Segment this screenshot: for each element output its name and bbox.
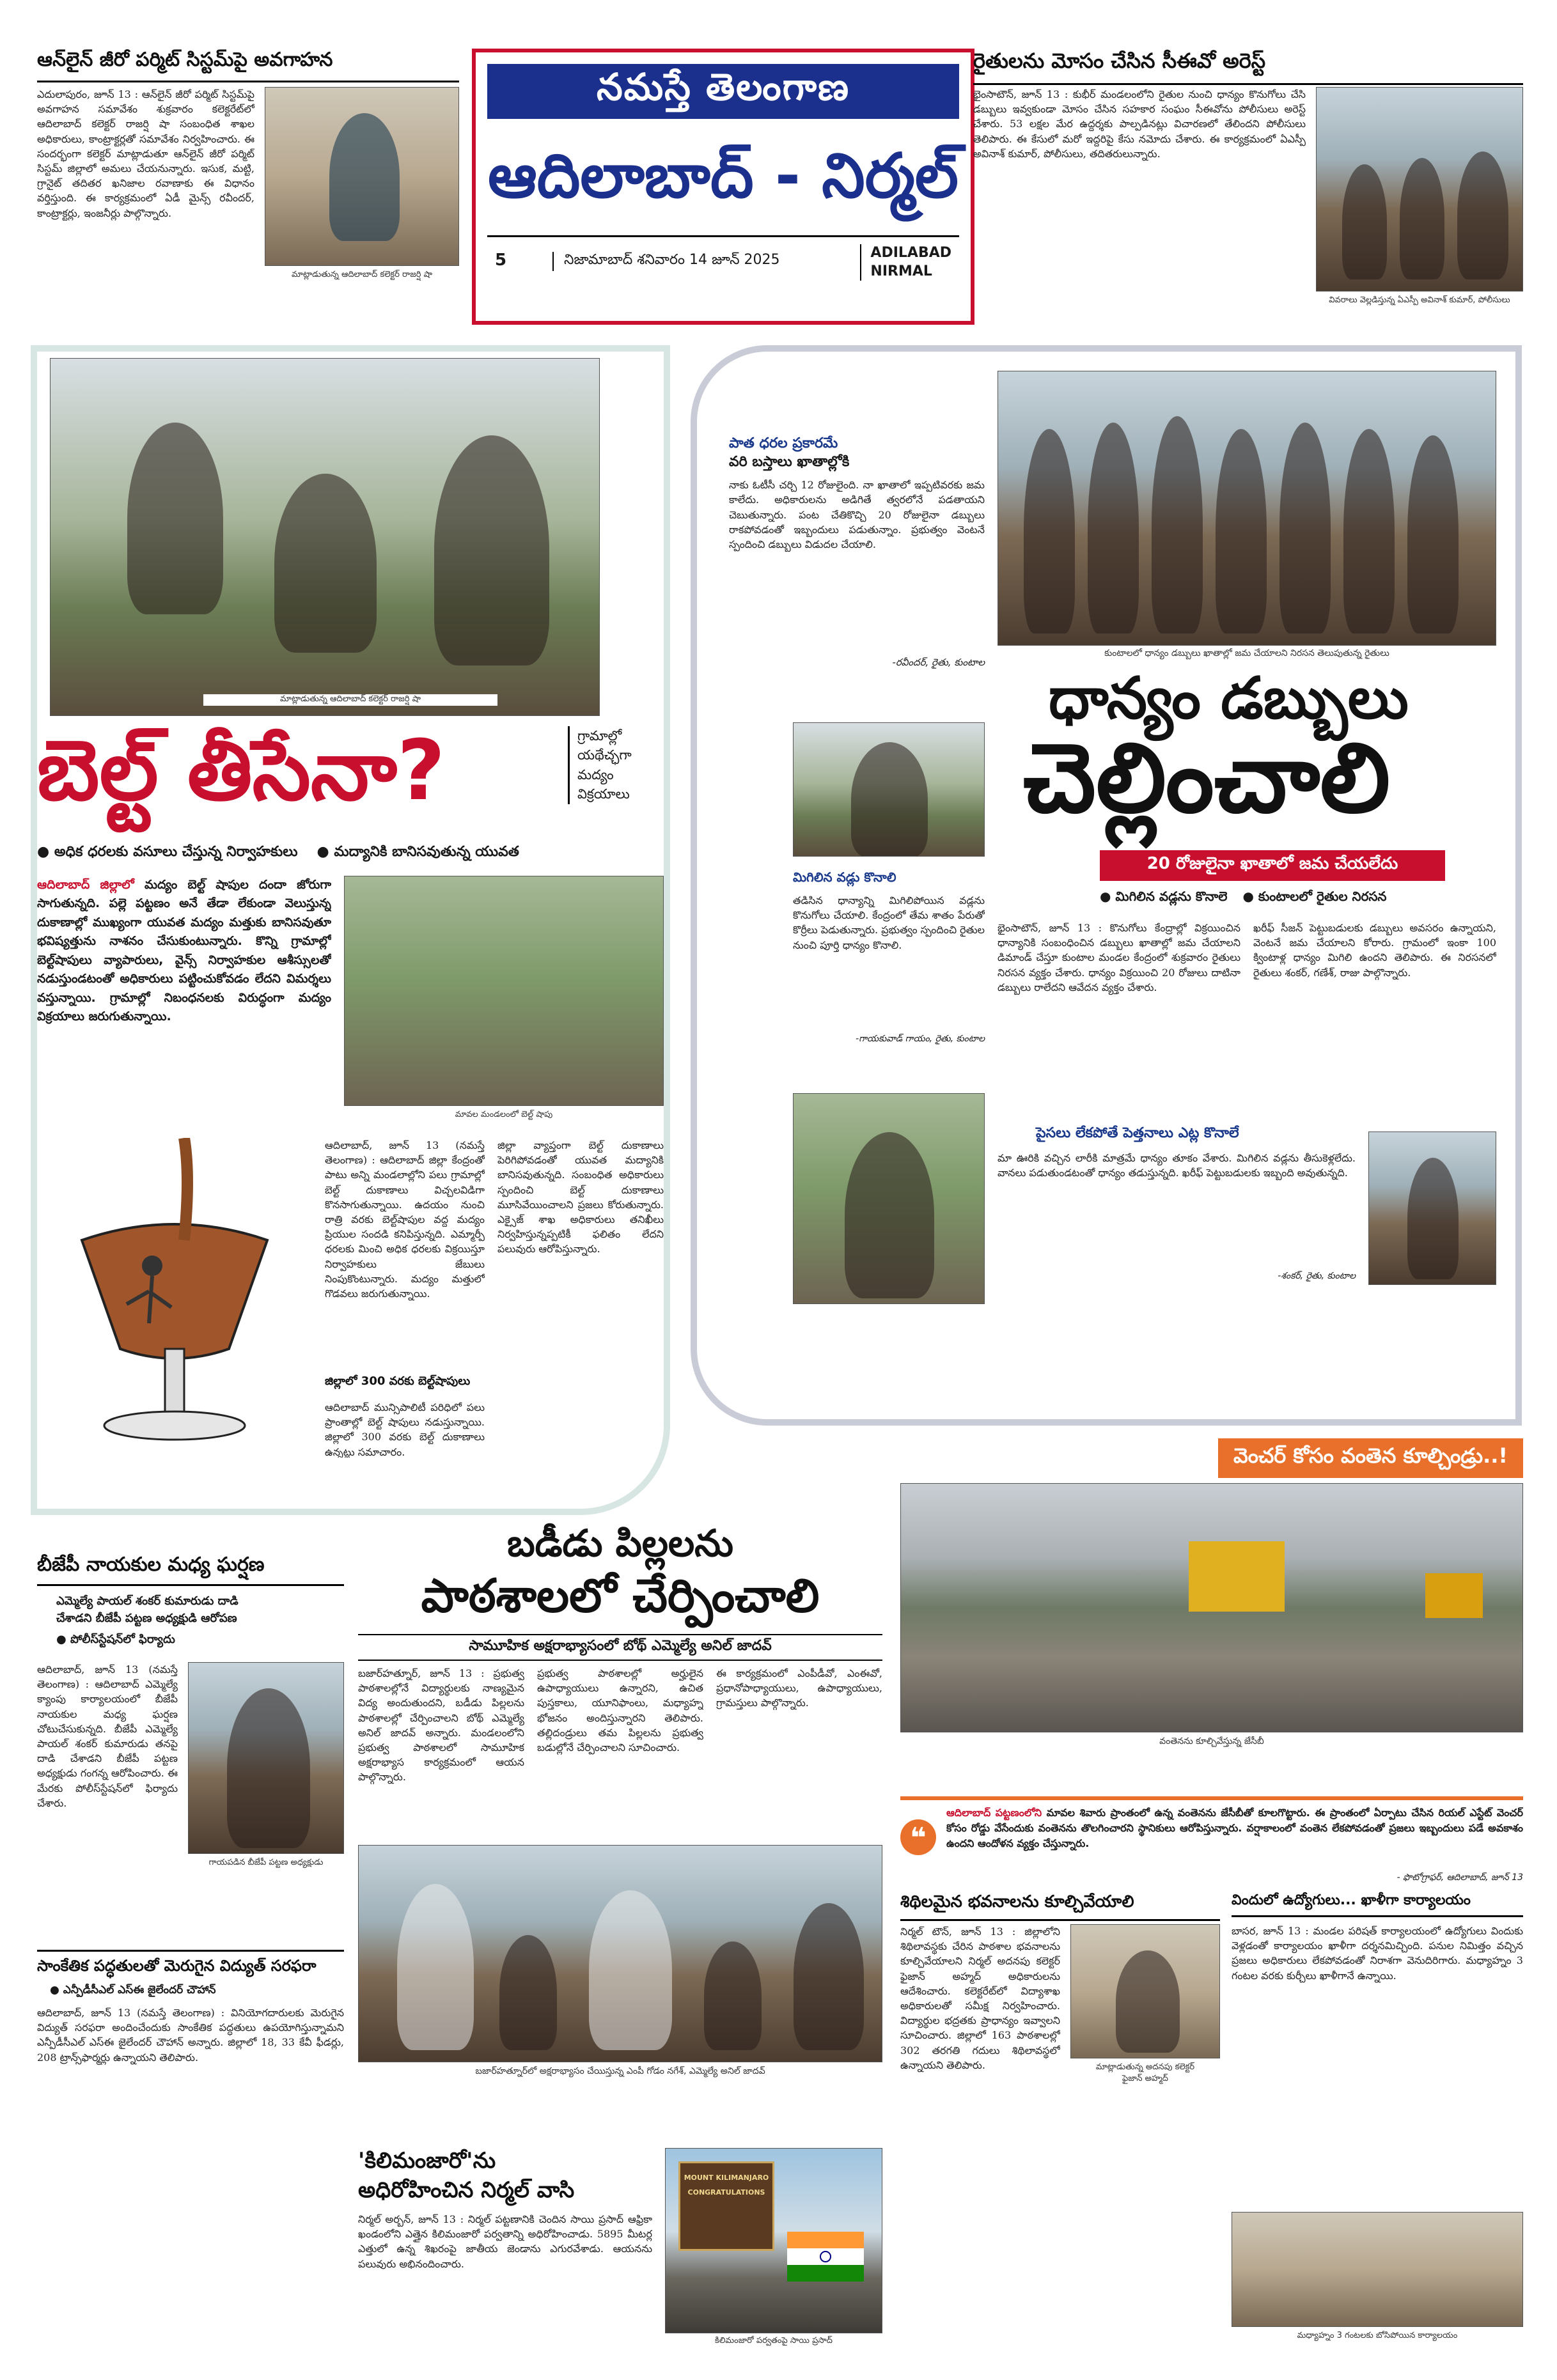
story-body: బాసర, జూన్ 13 : మండల పరిషత్ కార్యాలయంలో ఉద్యోగులు విందుకు వెళ్లడంతో కార్యాలయం ఖాళీగా దర్శనమిచ్చింది. పనుల నిమిత్తం వచ్చిన ప్రజలు అధికారులు లేకపోవడంతో నిరాశగా వెనుదిరిగారు. మధ్యాహ్నం 3 గంటల వరకు కుర్చీలు ఖాళీగానే ఉన్నాయి.: [1232, 1925, 1523, 1982]
bridge-lead-text: [946, 1805, 1523, 1876]
photo-caption: మాట్లాడుతున్న ఆదిలాబాద్ కలెక్టర్ రాజర్షి షా: [203, 694, 497, 706]
bjp-subhead-3: ● పోలీస్‌స్టేషన్‌లో ఫిర్యాదు: [56, 1633, 175, 1646]
story-body: భైంసాటౌన్, జూన్ 13 : కుభీర్ మండలంలోని రైతుల నుంచి ధాన్యం కొనుగోలు చేసి డబ్బులు ఇవ్వకుండా మోసం చేసిన సహకార సంఘం సీఈవోను పోలీసులు అరెస్ట్ చేశారు. 53 లక్షల మేర ఉద్దర్శకు పాల్పడినట్లు విచారణలో తేలిందని పోలీసులు తెలిపారు. ఈ కేసులో మరో ఇద్దరిపై కేసు నమోదు చేశారు. ఈ కార్యక్రమంలో ఏఎస్పీ అవినాశ్ కుమార్, పోలీసులు, తదితరులున్నారు.: [973, 88, 1306, 160]
bullet-2: ● మద్యానికి బానిసవుతున్న యువత: [317, 844, 519, 860]
school-subhead-text: సామూహిక అక్షరాభ్యాసంలో బోథ్ ఎమ్మెల్యే అనిల్ జాదవ్: [469, 1638, 772, 1654]
belt-shop-photo-2: [344, 876, 664, 1106]
edition-en-line-2: NIRMAL: [870, 263, 932, 279]
story-body: ఎదులాపురం, జూన్ 13 : ఆన్‌లైన్ జీరో పర్మిట్ సిస్టమ్‌పై అవగాహన సమావేశం శుక్రవారం కలెక్టరేట్‌లో ఆదిలాబాద్ కలెక్టర్ రాజర్షి షా సంబంధిత శాఖల అధికారులు, కాంట్రాక్టర్లతో సమావేశం నిర్వహించారు. ఈ సందర్భంగా కలెక్టర్ మాట్లాడుతూ ఆన్‌లైన్ జీరో పర్మిట్ సిస్టమ్ జిల్లాలో అమలు చేయనున్నారు. ఇసుక, మట్టి, గ్రానైట్ తదితర ఖనిజాల రవాణాకు ఈ విధానం వర్తిస్తుంది. ఈ కార్యక్రమంలో ఏడీ మైన్స్ రవీందర్, కాంట్రాక్టర్లు, ఇంజనీర్లు పాల్గొన్నారు.: [37, 88, 254, 219]
grain-col-1: భైంసాటౌన్, జూన్ 13 : కొనుగోలు కేంద్రాల్లో విక్రయించిన ధాన్యానికి సంబంధించిన డబ్బులు ఖాతాల్లో జమ చేయాలని డిమాండ్ చేస్తూ కుంటాల మండల కేంద్రంలో శుక్రవారం రైతులు నిరసన వ్యక్తం చేశారు. ధాన్యం విక్రయించి 20 రోజులు దాటినా డబ్బులు రాలేదని ఆవేదన వ్యక్తం చేశారు.: [998, 922, 1240, 993]
grain-bullets: [1100, 889, 1496, 907]
farmer-portrait-3: [1368, 1132, 1496, 1285]
story-school: [358, 1521, 882, 2135]
photo-caption: మాట్లాడుతున్న ఆదిలాబాద్ కలెక్టర్ రాజర్షి షా: [292, 270, 432, 279]
story-headline: వెంచర్ కోసం వంతెన కూల్చిండ్రు..!: [1233, 1443, 1508, 1468]
lead-text: మద్యం బెల్ట్ షాపుల దందా జోరుగా సాగుతున్నది. పల్లె పట్టణం అనే తేడా లేకుండా వెలుస్తున్న దుకాణాల్లో ముఖ్యంగా యువత మద్యం మత్తుకు బానిసవుతూ భవిష్యత్తును నాశనం చేసుకుంటున్నారు. కొన్ని గ్రామాల్లో బెల్ట్‌షాపులు వ్యాపారులు, వైన్స్ నిర్వాహకుల ఆశీస్సులతో నడుస్తుండటంతో అధికారులు పట్టించుకోవడం లేదని విమర్శలు వస్తున్నాయి. గ్రామాల్లో నిబంధనలకు విరుద్ధంగా మద్యం విక్రయాలు జరుగుతున్నాయి.: [37, 878, 331, 1024]
bullet-1: ● అధిక ధరలకు వసూలు చేస్తున్న నిర్వాహకులు: [37, 844, 298, 860]
story-power-supply: [37, 1950, 344, 2346]
photo-caption: కుంటాలలో ధాన్యం డబ్బులు ఖాతాల్లో జమ చేయాలని నిరసన తెలుపుతున్న రైతులు: [1104, 648, 1389, 658]
edition-english: [860, 244, 951, 281]
summit-sign-line-1: MOUNT KILIMANJARO: [684, 2174, 769, 2182]
story-ceo-arrest: [973, 49, 1523, 330]
box-1-body: నాకు ఓటీసీ చర్చి 12 రోజులైంది. నా ఖాతాలో ఇప్పటివరకు జమ కాలేదు. అధికారులను అడిగితే త్వరలోనే పడతాయని చెబుతున్నారు. పంట చేతికొచ్చి 20 రోజులైనా డబ్బులు రాకపోవడంతో ఇబ్బందులు పడుతున్నాం. ప్రభుత్వం వెంటనే స్పందించి డబ్బులు విడుదల చేయాలి.: [729, 479, 985, 550]
story-bridge: [900, 1438, 1523, 1796]
belt-subhead: జిల్లాలో 300 వరకు బెల్ట్‌షాపులు: [325, 1374, 471, 1388]
story-online-permit: [37, 49, 459, 330]
power-subhead: ● ఎన్పీడీసీఎల్ ఎస్ఈ జైలేందర్ చౌహాన్: [50, 1984, 216, 1996]
power-subhead-text: ఎన్పీడీసీఎల్ ఎస్ఈ జైలేందర్ చౌహాన్: [63, 1984, 216, 1996]
story-headline: బెల్ట్ తీసేనా?: [37, 722, 446, 819]
farmers-group-photo: [998, 371, 1496, 646]
belt-shop-photo-1: [50, 358, 600, 716]
police-photo: [1316, 87, 1523, 292]
story-headline: శిథిలమైన భవనాలను కూల్చివేయాలి: [900, 1892, 1220, 1921]
photo-caption: కిలిమంజారో పర్వతంపై సాయి ప్రసాద్: [715, 2336, 833, 2345]
bridge-signature: - ఫొటోగ్రాఫర్, ఆదిలాబాద్, జూన్ 13: [1397, 1872, 1523, 1883]
story-bjp-clash: [37, 1553, 344, 1937]
bjp-subheads: [37, 1592, 344, 1648]
glass-illustration-svg: [37, 1138, 312, 1458]
photo-caption: వంతెనను కూల్చివేస్తున్న జేసీబీ: [1159, 1736, 1264, 1746]
photo-caption-line-2: ఫైజాన్ అహ్మద్: [1122, 2074, 1168, 2083]
school-col-3: ఈ కార్యక్రమంలో ఎంపీడీవో, ఎంఈవో, ప్రధానోపాధ్యాయులు, ఉపాధ్యాయులు, గ్రామస్తులు పాల్గొన్నారు.: [716, 1667, 882, 1709]
additional-collector-photo: [1070, 1924, 1220, 2058]
box-1: [729, 435, 985, 703]
photo-caption: [1070, 2062, 1220, 2085]
kili-headline-2: అధిరోహించిన నిర్మల్ వాసి: [358, 2177, 575, 2203]
story-body: ఆదిలాబాద్, జూన్ 13 (నమస్తే తెలంగాణ) : వినియోగదారులకు మెరుగైన విద్యుత్ సరఫరా అందించేందుకు సాంకేతిక పద్ధతులు ఉపయోగిస్తున్నామని ఎన్పీడీసీఎల్ ఎస్ఈ జైలేందర్ చౌహాన్ అన్నారు. జిల్లాలో 18, 33 కేవీ ఫీడర్లు, 208 ట్రాన్స్‌ఫార్మర్లు ఉన్నాయని తెలిపారు.: [37, 2007, 344, 2064]
bullet-row: [37, 844, 664, 863]
story-headline: రైతులను మోసం చేసిన సీఈవో అరెస్ట్: [973, 49, 1523, 85]
school-headline-2: పాఠశాలలో చేర్పించాలి: [421, 1569, 820, 1622]
story-demolish-buildings: [900, 1892, 1220, 2353]
collector-photo: [265, 87, 459, 266]
lead-label: ఆదిలాబాద్ జిల్లాలో: [37, 878, 134, 892]
masthead: [472, 49, 974, 325]
photo-caption-2: మావల మండలంలో బెల్ట్ షాపు: [455, 1110, 553, 1119]
belt-col-1b: ఆదిలాబాద్ మున్సిపాలిటీ పరిధిలో పలు ప్రాంతాల్లో బెల్ట్ షాపులు నడుస్తున్నాయి. జిల్లాలో 300 వరకు బెల్ట్ దుకాణాలు ఉన్నట్లు సమాచారం.: [325, 1401, 485, 1458]
grain-col-2: ఖరీఫ్ సీజన్ పెట్టుబడులకు డబ్బులు అవసరం ఉన్నాయని, వెంటనే జమ చేయాలని కోరారు. గ్రామంలో ఇంకా 100 క్వింటాళ్ల ధాన్యం మిగిలి ఉందని తెలిపారు. ఈ నిరసనలో రైతులు శంకర్, గణేశ్, రాజు పాల్గొన్నారు.: [1253, 922, 1496, 979]
story-body: ఆదిలాబాద్, జూన్ 13 (నమస్తే తెలంగాణ) : ఆదిలాబాద్ ఎమ్మెల్యే క్యాంపు కార్యాలయంలో బీజేపీ నాయకుల మధ్య ఘర్షణ చోటుచేసుకున్నది. బీజేపీ ఎమ్మెల్యే పాయల్ శంకర్ కుమారుడు తనపై దాడి చేశాడని బీజేపీ పట్టణ అధ్యక్షుడు గంగన్న ఆరోపించారు. ఈ మేరకు పోలీస్‌స్టేషన్‌లో ఫిర్యాదు చేశారు.: [37, 1663, 178, 1809]
box-3-body: మా ఊరికి వచ్చిన లారీకి మాత్రమే ధాన్యం తూకం వేశారు. మిగిలిన వడ్లను తీసుకెళ్లలేదు. వానలు పడుతుండటంతో ధాన్యం తడుస్తున్నది. ఖరీఫ్ పెట్టుబడులకు ఇబ్బంది అవుతున్నది.: [998, 1152, 1356, 1179]
box-2-title: మిగిలిన వడ్లు కొనాలి: [793, 869, 896, 885]
bjp-subhead-1: ఎమ్మెల్యే పాయల్ శంకర్ కుమారుడు దాడి: [56, 1594, 239, 1608]
story-grain-payment: [691, 345, 1522, 1438]
bridge-lead-body: మావల శివారు ప్రాంతంలో ఉన్న వంతెనను జేసీబీతో కూలగొట్టారు. ఈ ప్రాంతంలో ఏర్పాటు చేసిన రియల్ ఎస్టేట్ వెంచర్ కోసం రోడ్డు వేసేందుకు వంతెనను తొలగించారని స్థానికులు ఆరోపిస్తున్నారు. వర్షాకాలంలో వంతెన లేకపోవడంతో ప్రజలు ఇబ్బందులు పడే అవకాశం ఉందని ఆందోళన వ్యక్తం చేస్తున్నారు.: [946, 1807, 1523, 1849]
photo-caption: మధ్యాహ్నం 3 గంటలకు బోసిపోయిన కార్యాలయం: [1297, 2331, 1458, 2340]
bridge-photo: [900, 1483, 1523, 1732]
belt-col-1: ఆదిలాబాద్, జూన్ 13 (నమస్తే తెలంగాణ) : ఆదిలాబాద్ జిల్లా కేంద్రంతో పాటు అన్ని మండలాల్లోని పలు గ్రామాల్లో బెల్ట్ దుకాణాలు విచ్చలవిడిగా కొనసాగుతున్నాయి. ఉదయం నుంచి రాత్రి వరకు బెల్ట్‌షాపుల వద్ద మద్యం ప్రియుల సందడి కనిపిస్తున్నది. ఎమ్మార్పీ ధరలకు మించి అధిక ధరలకు విక్రయిస్తూ నిర్వాహకులు జేబులు నింపుకొంటున్నారు. మద్యం మత్తులో గొడవలు జరుగుతున్నాయి.: [325, 1139, 485, 1300]
photo-caption: గాయపడిన బీజేపీ పట్టణ అధ్యక్షుడు: [208, 1858, 324, 1867]
summit-sign: [678, 2161, 774, 2251]
page-number: 5: [495, 251, 507, 270]
bridge-headline-box: [1218, 1438, 1523, 1478]
school-col-2: ప్రభుత్వ పాఠశాలల్లో అర్హులైన ఉపాధ్యాయులు ఉన్నారని, ఉచిత పుస్తకాలు, యూనిఫాంలు, మధ్యాహ్న భోజనం అందిస్తున్నారని తెలిపారు. తల్లిదండ్రులు తమ పిల్లలను ప్రభుత్వ బడుల్లోనే చేర్పించాలని సూచించారు.: [537, 1667, 703, 1754]
box-1-signature: -రవీందర్, రైతు, కుంటాల: [892, 657, 985, 669]
grain-highlight: [1100, 850, 1445, 881]
grain-headline-2: చెల్లించాలి: [1023, 723, 1391, 834]
indian-flag: [787, 2232, 864, 2282]
summit-sign-line-2: CONGRATULATIONS: [687, 2188, 765, 2197]
dateline: నిజామాబాద్ శనివారం 14 జూన్ 2025: [552, 252, 780, 271]
bjp-subhead-2: చేశాడని బీజేపీ పట్టణ అధ్యక్షుడి ఆరోపణ: [56, 1612, 237, 1625]
grain-bullet-2-text: కుంటాలలో రైతుల నిరసన: [1258, 889, 1387, 904]
box-2: [793, 869, 985, 1074]
story-empty-office: [1232, 1892, 1523, 2353]
box-2-signature: -గాయకువాడ్ గాయం, రైతు, కుంటాల: [856, 1034, 985, 1044]
quote-icon: ❝: [900, 1819, 936, 1855]
story-headline: సాంకేతిక పద్ధతులతో మెరుగైన విద్యుత్ సరఫరా: [37, 1950, 344, 1979]
photo-caption: బజార్‌హత్నూర్‌లో అక్షరాభ్యాసం చేయిస్తున్న ఎంపీ గోడం నగేశ్, ఎమ్మెల్యే అనిల్ జాదవ్: [475, 2066, 765, 2076]
edition-en-line-1: ADILABAD: [870, 245, 951, 261]
bridge-lead: [900, 1796, 1523, 1886]
lead-block: [37, 876, 331, 1119]
grain-headline-1: ధాన్యం డబ్బులు: [1049, 665, 1409, 732]
masthead-rule: [487, 235, 959, 237]
edition-title: ఆదిలాబాద్ - నిర్మల్: [488, 140, 958, 212]
masthead-brand-bar: [487, 64, 959, 119]
story-headline: విందులో ఉద్యోగులు... ఖాళీగా కార్యాలయం: [1232, 1892, 1523, 1917]
photo-caption-line-1: మాట్లాడుతున్న అదనపు కలెక్టర్: [1095, 2062, 1195, 2072]
school-col-1: బజార్‌హత్నూర్, జూన్ 13 : ప్రభుత్వ పాఠశాలల్లోనే విద్యార్థులకు నాణ్యమైన విద్య అందుతుందని, బడీడు పిల్లలను పాఠశాలల్లో చేర్పించాలని బోథ్ ఎమ్మెల్యే అనిల్ జాదవ్ అన్నారు. మండలంలోని ప్రభుత్వ పాఠశాలలో సామూహిక అక్షరాభ్యాస కార్యక్రమంలో ఆయన పాల్గొన్నారు.: [358, 1667, 524, 1784]
school-photo: [358, 1845, 882, 2062]
kili-headline-1: 'కిలిమంజారో'ను: [358, 2148, 496, 2174]
grain-highlight-text: 20 రోజులైనా ఖాతాలో జమ చేయలేదు: [1146, 854, 1398, 873]
bullet-2-text: మద్యానికి బానిసవుతున్న యువత: [334, 844, 519, 860]
box-2-body: తడిసిన ధాన్యాన్ని మిగిలిపోయిన వడ్లను కొనుగోలు చేయాలి. కేంద్రంలో తేమ శాతం పేరుతో కొర్రీలు పెడుతున్నారు. ప్రభుత్వం స్పందించి రైతుల నుంచి పూర్తి ధాన్యం కొనాలి.: [793, 894, 985, 951]
farmer-portrait-1: [793, 722, 985, 857]
kilimanjaro-photo: [665, 2148, 882, 2333]
grain-bullet-1: ● మిగిలిన వడ్లను కొనాలె: [1100, 889, 1228, 904]
brand-name: నమస్తే తెలంగాణ: [597, 65, 850, 109]
photo-caption: వివరాలు వెల్లడిస్తున్న ఏఎస్పీ అవినాశ్ కుమార్, పోలీసులు: [1329, 295, 1510, 305]
story-kilimanjaro: [358, 2148, 882, 2353]
box-3-title: పైసలు లేకపోతే పెత్తనాలు ఎట్ల కొనాలే: [1036, 1125, 1239, 1141]
school-headline-1: బడీడు పిల్లలను: [507, 1521, 733, 1565]
grain-bullet-1-text: మిగిలిన వడ్లను కొనాలె: [1115, 889, 1228, 904]
story-body: నిర్మల్ టౌన్, జూన్ 13 : జిల్లాలోని శిథిలావస్థకు చేరిన పాఠశాల భవనాలను కూల్చివేయాలని నిర్మల్ అదనపు కలెక్టర్ ఫైజాన్ అహ్మద్ అధికారులను ఆదేశించారు. కలెక్టరేట్‌లో విద్యాశాఖ అధికారులతో సమీక్ష నిర్వహించారు. విద్యార్థుల భద్రతకు ప్రాధాన్యం ఇవ్వాలని సూచించారు. జిల్లాలో 163 పాఠశాలల్లో 302 తరగతి గదులు శిథిలావస్థలో ఉన్నాయని తెలిపారు.: [900, 1925, 1060, 2071]
box-1-title: [729, 435, 985, 471]
injured-leader-photo: [188, 1662, 344, 1854]
story-headline: ఆన్‌లైన్ జీరో పర్మిట్ సిస్టమ్‌పై అవగాహన: [37, 49, 459, 82]
story-body: నిర్మల్ అర్బన్, జూన్ 13 : నిర్మల్ పట్టణానికి చెందిన సాయి ప్రసాద్ ఆఫ్రికా ఖండంలోని ఎత్తైన కిలిమంజారో పర్వతాన్ని అధిరోహించాడు. 5895 మీటర్ల ఎత్తులో ఉన్న శిఖరంపై జాతీయ జెండాను ఎగురవేశాడు. ఆయనను పలువురు అభినందించారు.: [358, 2213, 652, 2270]
farmer-portrait-2: [793, 1093, 985, 1304]
box-1-title-line-1: పాత ధరల ప్రకారమే: [729, 435, 838, 451]
belt-col-2: జిల్లా వ్యాప్తంగా బెల్ట్ దుకాణాలు పెరిగిపోవడంతో యువత మద్యానికి బానిసవుతున్నది. సంబంధిత అధికారులు స్పందించి బెల్ట్ దుకాణాలు మూసివేయించాలని ప్రజలు కోరుతున్నారు. ఎక్సైజ్ శాఖ అధికారులు తనిఖీలు నిర్వహిస్తున్నప్పటికీ ఫలితం లేదని పలువురు ఆరోపిస్తున్నారు.: [497, 1139, 664, 1256]
box-3-signature: -శంకర్, రైతు, కుంటాల: [1278, 1271, 1356, 1281]
school-subhead: [358, 1634, 882, 1661]
empty-office-photo: [1232, 2212, 1523, 2327]
grain-bullet-2: ● కుంటాలలో రైతుల నిరసన: [1242, 889, 1387, 904]
bjp-subhead-3-text: పోలీస్‌స్టేషన్‌లో ఫిర్యాదు: [70, 1633, 175, 1646]
alcohol-illustration: [37, 1138, 312, 1458]
bridge-lead-label: ఆదిలాబాద్ పట్టణంలోని: [946, 1807, 1042, 1819]
story-headline: బీజేపీ నాయకుల మధ్య ఘర్షణ: [37, 1553, 344, 1586]
box-1-title-line-2: వరి బస్తాలు ఖాతాల్లోకి: [729, 453, 850, 470]
bullet-1-text: అధిక ధరలకు వసూలు చేస్తున్న నిర్వాహకులు: [54, 844, 298, 860]
story-sidebar: గ్రామాల్లో యథేచ్ఛగా మద్యం విక్రయాలు: [568, 726, 664, 804]
